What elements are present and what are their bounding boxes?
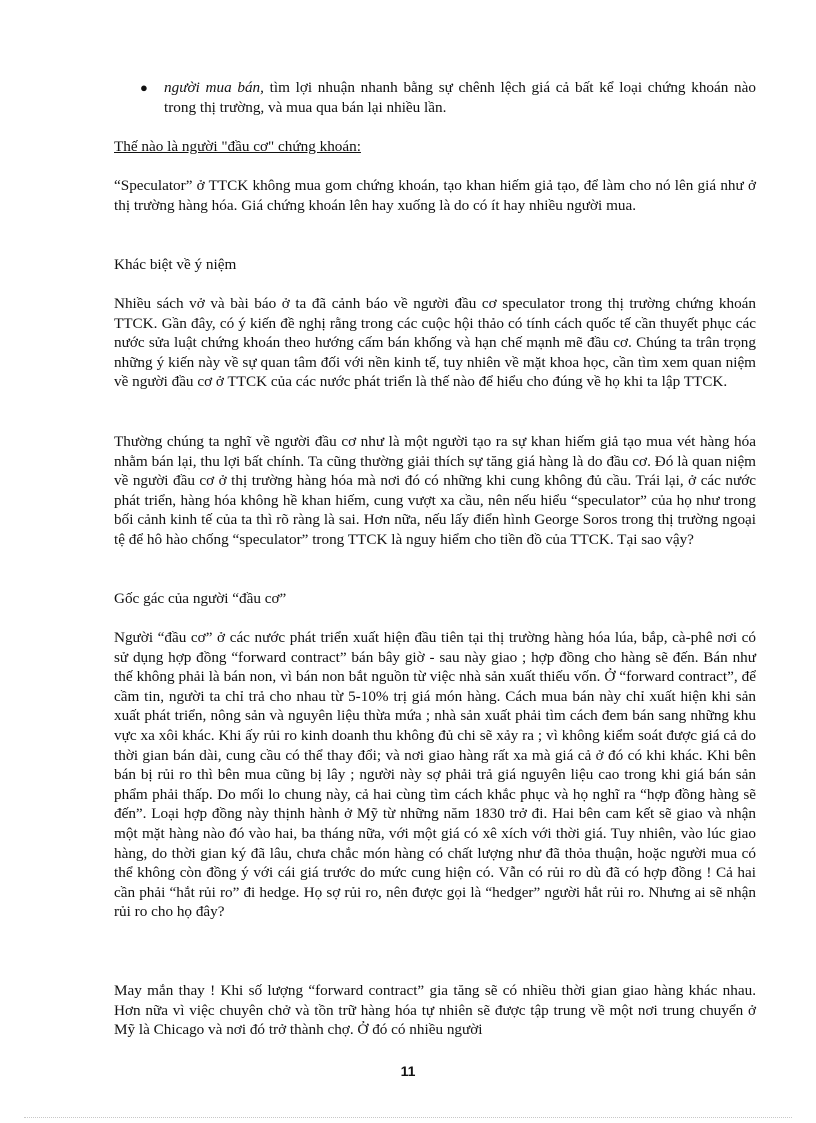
paragraph-origin-1: Người “đầu cơ” ở các nước phát triển xuất hiện đầu tiên tại thị trường hàng hóa lúa, bắp, cà-phê nơi có sử dụng hợp đồng “forward contract” bán bây giờ - sau này giao ; hợp đồng cho hàng sẽ đến. Bán như thế không phải là bán non, vì bán non bắt nguồn từ việc nhà sản xuất thiếu vốn. Ở “forward contract”, để cầm tin, người ta chỉ trả cho nhau từ 5-10% trị giá món hàng. Cách mua bán này chỉ xuất hiện khi sản xuất phát triển, nông sản và nguyên liệu thừa mứa ; nhà sản xuất phải tìm cách đem bán sang những khu vực xa xôi khác. Khi ấy rủi ro kinh doanh thu không đủ chi sẽ xảy ra ; vì không kiểm soát được giá cả do thời gian bán dài, cung cầu có thể thay đổi; và nơi giao hàng rất xa mà giá cả ở đó có khi khác. Khi bên bán bị rủi ro thì bên mua cũng bị lây ; người này sợ phải trả giá nguyên liệu cao trong khi giá bán sản phẩm phải thấp. Do mối lo chung này, cả hai cùng tìm cách khắc phục và họ nghĩ ra “hợp đồng hàng sẽ đến”. Loại hợp đồng này thịnh hành ở Mỹ từ những năm 1830 trở đi. Hai bên cam kết sẽ giao và nhận một mặt hàng nào đó vào hai, ba tháng nữa, với một giá có xê xích với thời giá. Tuy nhiên, vào lúc giao hàng, do thời gian ký đã lâu, chưa chắc món hàng có chất lượng như đã thỏa thuận, hoặc người mua có thể không còn đồng ý với cái giá trước do mức cung hiện có. Vẫn có rủi ro dù đã có hợp đồng ! Cả hai cần phải “hắt rủi ro” đi hedge. Họ sợ rủi ro, nên được gọi là “hedger” người hắt rủi ro. Nhưng ai sẽ nhận rủi ro cho họ đây? (114, 629, 756, 921)
bullet-text (164, 78, 756, 117)
bullet-term: người mua bán, (164, 79, 264, 96)
bullet-dot-icon: ● (140, 80, 148, 95)
section-heading-concept: Khác biệt về ý niệm (114, 256, 237, 273)
section-heading-speculator: Thế nào là người "đầu cơ" chứng khoán: (114, 138, 361, 155)
paragraph-concept-1: Nhiều sách vở và bài báo ở ta đã cảnh báo về người đầu cơ speculator trong thị trường chứng khoán TTCK. Gần đây, có ý kiến đề nghị rằng trong các cuộc hội thảo có tính cách quốc tế cần thuyết phục các nước sửa luật chứng khoán theo hướng cấm bán khống và hạn chế mạnh mẽ đầu cơ. Chúng ta trân trọng những ý kiến này về sự quan tâm đối với nền kinh tế, tuy nhiên về mặt khoa học, cần tìm xem quan niệm về người đầu cơ ở TTCK của các nước phát triển là thế nào để hiểu cho đúng về họ khi ta lập TTCK. (114, 295, 756, 391)
bullet-item (140, 78, 756, 117)
footer-divider (24, 1117, 792, 1118)
bullet-rest: tìm lợi nhuận nhanh bằng sự chênh lệch giá cả bất kể loại chứng khoán nào trong thị trường, và mua qua bán lại nhiều lần. (164, 79, 756, 116)
page-number: 11 (400, 1063, 416, 1079)
paragraph-concept-2: Thường chúng ta nghĩ về người đầu cơ như là một người tạo ra sự khan hiếm giả tạo mua vét hàng hóa nhằm bán lại, thu lợi bất chính. Ta cũng thường giải thích sự tăng giá hàng là do đầu cơ. Đó là quan niệm về người đầu cơ ở thị trường hàng hóa mà nơi đó có những khi cung không đủ cầu. Trái lại, ở các nước phát triển, hàng hóa không hề khan hiếm, cung vượt xa cầu, nên nếu hiểu “speculator” của họ như trong bối cảnh kinh tế của ta thì rõ ràng là sai. Hơn nữa, nếu lấy điển hình George Soros trong thị trường ngoại tệ để hô hào chống “speculator” trong TTCK là nguy hiểm cho tiền đồ của TTCK. Tại sao vậy? (114, 433, 756, 548)
section-heading-origin: Gốc gác của người “đầu cơ” (114, 590, 287, 607)
paragraph-origin-2: May mắn thay ! Khi số lượng “forward contract” gia tăng sẽ có nhiều thời gian giao hàng khác nhau. Hơn nữa vì việc chuyên chở và tồn trữ hàng hóa tự nhiên sẽ được tập trung về một nơi trung chuyển ở Mỹ là Chicago và nơi đó trở thành chợ. Ở đó có nhiều người (114, 982, 756, 1039)
paragraph-speculator-definition: “Speculator” ở TTCK không mua gom chứng khoán, tạo khan hiếm giả tạo, để làm cho nó lên giá như ở thị trường hàng hóa. Giá chứng khoán lên hay xuống là do có ít hay nhiều người mua. (114, 177, 756, 214)
